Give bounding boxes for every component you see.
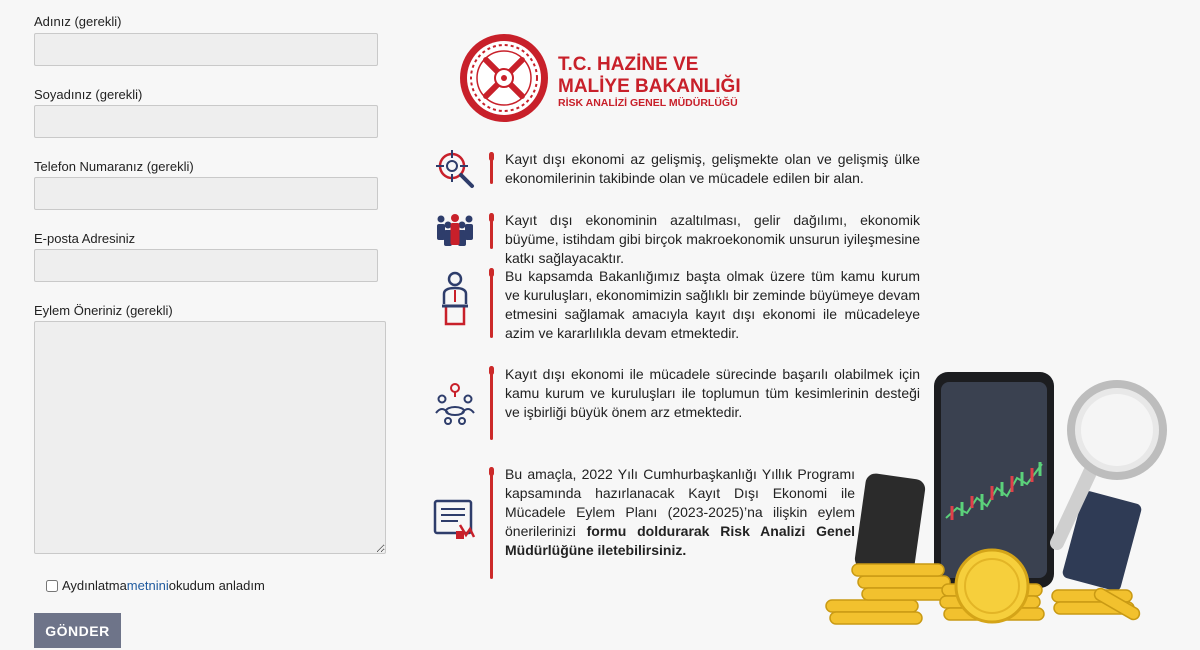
- red-marker: [490, 268, 493, 338]
- info-item-1: [432, 146, 922, 192]
- suggestion-textarea[interactable]: [34, 321, 386, 554]
- first-name-label: Adınız (gerekli): [34, 14, 122, 29]
- first-name-input[interactable]: [34, 33, 378, 66]
- last-name-label: Soyadınız (gerekli): [34, 87, 143, 102]
- info-text-5: [505, 465, 855, 560]
- info-item-2: [432, 209, 922, 266]
- people-group-icon: [432, 209, 478, 255]
- email-label: E-posta Adresiniz: [34, 231, 136, 246]
- consent-link[interactable]: metnini: [126, 578, 169, 593]
- consent-prefix: Aydınlatma: [62, 578, 127, 593]
- info-text-4: Kayıt dışı ekonomi ile mücadele sürecinde başarılı olabilmek için kamu kurum ve kuruluşları ile toplumun tüm kesimlerinin desteği ve işbirliği büyük önem arz etmektedir.: [505, 366, 920, 420]
- certificate-form-icon: [432, 497, 478, 543]
- submit-button[interactable]: GÖNDER: [34, 613, 121, 648]
- info-item-3: [432, 265, 922, 340]
- email-input[interactable]: [34, 249, 378, 282]
- consent-row: [46, 578, 265, 593]
- target-magnifier-icon: [432, 146, 478, 192]
- red-marker: [490, 152, 493, 184]
- info-text-1: Kayıt dışı ekonomi az gelişmiş, gelişmekte olan ve gelişmiş ülke ekonomilerinin takibinde olan ve mücadele edilen bir alan.: [505, 151, 920, 186]
- phone-input[interactable]: [34, 177, 378, 210]
- info-text-5-regular: Bu amaçla, 2022 Yılı Cumhurbaşkanlığı Yıllık Programı kapsamında hazırlanacak Kayıt Dışı Ekonomi ile Mücadele Eylem Planı (2023-2025)’na ilişkin eylem önerilerinizi: [505, 466, 855, 539]
- last-name-input[interactable]: [34, 105, 378, 138]
- suggestion-label: Eylem Öneriniz (gerekli): [34, 303, 173, 318]
- info-text-2: Kayıt dışı ekonominin azaltılması, gelir dağılımı, ekonomik büyüme, istihdam gibi birçok makroekonomik unsurun iyileşmesine katkı sağlayacaktır.: [505, 212, 920, 266]
- red-marker: [490, 213, 493, 249]
- meeting-table-icon: [432, 381, 478, 427]
- phone-label: Telefon Numaranız (gerekli): [34, 159, 194, 174]
- info-text-5-bold: formu doldurarak Risk Analizi Genel Müdürlüğüne iletebilirsiniz.: [505, 523, 855, 558]
- logo-line-2: MALİYE BAKANLIĞI: [558, 76, 741, 97]
- consent-suffix: okudum anladım: [168, 578, 265, 593]
- ministry-emblem-icon: [458, 32, 550, 124]
- info-text-3: Bu kapsamda Bakanlığımız başta olmak üzere tüm kamu kurum ve kuruluşları, ekonomimizin sağlıklı bir zeminde büyümeye devam etmesini sağlamak amacıyla kayıt dışı ekonomi ile mücadeleye azim ve kararlılıkla devam etmektedir.: [505, 268, 920, 341]
- consent-checkbox[interactable]: [46, 580, 58, 592]
- speaker-podium-icon: [432, 265, 478, 335]
- red-marker: [490, 366, 493, 440]
- logo-line-3: RİSK ANALİZİ GENEL MÜDÜRLÜĞÜ: [558, 97, 738, 109]
- ministry-logo: [458, 32, 778, 122]
- logo-line-1: T.C. HAZİNE VE: [558, 54, 699, 75]
- wallet-icon: [854, 472, 927, 575]
- red-marker: [490, 467, 493, 579]
- finance-illustration: [822, 368, 1172, 638]
